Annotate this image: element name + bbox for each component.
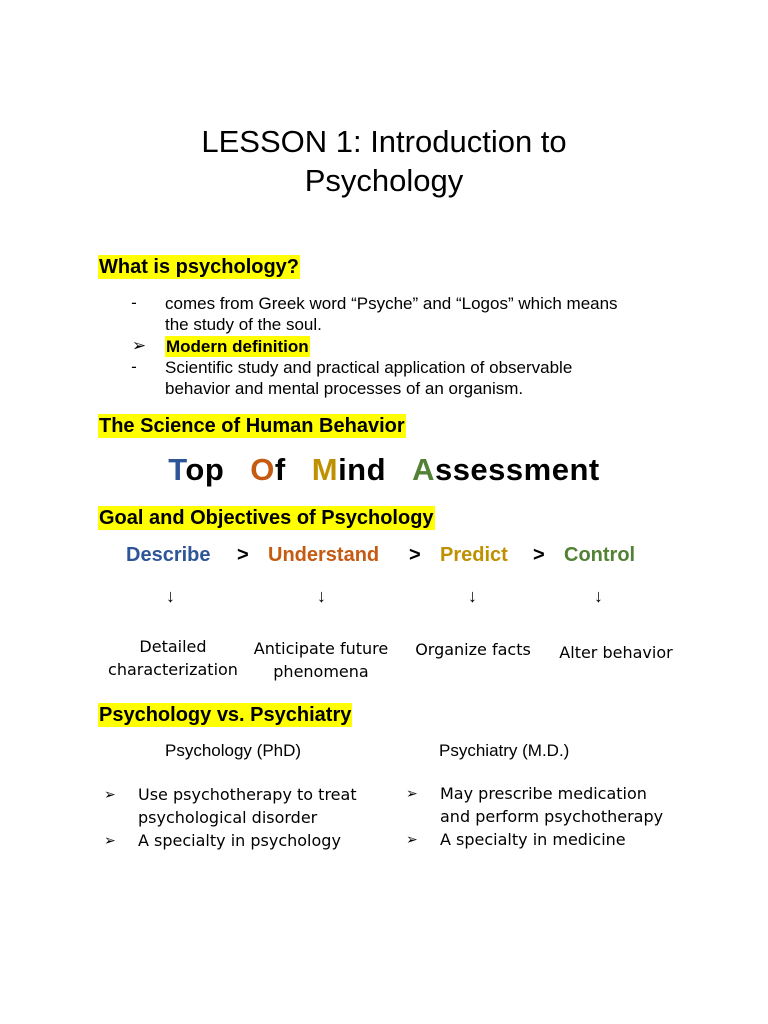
- arrowhead-bullet-icon: ➢: [104, 832, 116, 848]
- heading-what-is-psychology: What is psychology?: [99, 256, 300, 278]
- tom-word-mind: [312, 452, 386, 487]
- goal-desc-control: [548, 641, 684, 664]
- modern-definition-label: Modern definition: [166, 337, 309, 356]
- goal-desc-describe: [98, 635, 248, 681]
- psychology-column-title: Psychology (PhD): [165, 741, 302, 760]
- list-item-origin: [165, 293, 618, 335]
- goal-desc-predict: [403, 638, 543, 661]
- arrowhead-bullet-icon: ➢: [406, 785, 418, 801]
- desc-line: Alter behavior: [559, 643, 673, 662]
- psychiatry-bullet: [440, 782, 663, 828]
- goal-separator: >: [533, 544, 545, 566]
- tom-initial: A: [412, 452, 435, 487]
- bullet-line: psychological disorder: [138, 808, 318, 827]
- down-arrow-icon: ↓: [594, 586, 603, 606]
- bullet-line: May prescribe medication: [440, 784, 647, 803]
- tom-word-top: [168, 452, 224, 487]
- arrowhead-bullet-icon: ➢: [406, 831, 418, 847]
- desc-line: Anticipate future: [253, 639, 389, 658]
- list-item-line: comes from Greek word “Psyche” and “Logos” which means: [165, 294, 618, 313]
- bullet-line: and perform psychotherapy: [440, 807, 664, 826]
- page-title: [0, 122, 768, 200]
- tom-initial: O: [250, 452, 275, 487]
- goal-separator: >: [409, 544, 421, 566]
- top-of-mind-assessment: [0, 452, 768, 488]
- tom-word-of: [250, 452, 285, 487]
- title-line-1: LESSON 1: Introduction to: [201, 124, 567, 159]
- tom-word-assessment: [412, 452, 600, 487]
- goal-describe: Describe: [126, 544, 211, 566]
- tom-rest: f: [274, 452, 286, 487]
- bullet-line: A specialty in medicine: [440, 830, 626, 849]
- list-marker-dash: -: [131, 293, 137, 312]
- psychiatry-bullet: [440, 828, 626, 851]
- bullet-line: Use psychotherapy to treat: [138, 785, 357, 804]
- list-item-line: the study of the soul.: [165, 315, 322, 334]
- down-arrow-icon: ↓: [166, 586, 175, 606]
- title-line-2: Psychology: [304, 163, 464, 198]
- goal-predict: Predict: [440, 544, 508, 566]
- psychology-bullet: [138, 783, 357, 829]
- arrowhead-bullet-icon: ➢: [104, 786, 116, 802]
- bullet-line: A specialty in psychology: [138, 831, 341, 850]
- goal-desc-understand: [246, 637, 396, 683]
- psychiatry-column-title: Psychiatry (M.D.): [439, 741, 570, 760]
- list-marker-dash: -: [131, 357, 137, 376]
- tom-rest: ssessment: [434, 452, 600, 487]
- down-arrow-icon: ↓: [317, 586, 326, 606]
- list-item-definition: [165, 357, 572, 399]
- list-item-line: behavior and mental processes of an organism.: [165, 379, 524, 398]
- tom-initial: T: [168, 452, 186, 487]
- desc-line: Organize facts: [415, 640, 531, 659]
- heading-goal-and-objectives: Goal and Objectives of Psychology: [99, 507, 434, 529]
- goal-understand: Understand: [268, 544, 380, 566]
- arrowhead-bullet-icon: ➢: [131, 336, 147, 355]
- tom-initial: M: [311, 452, 339, 487]
- psychology-bullet: [138, 829, 341, 852]
- desc-line: Detailed: [139, 637, 207, 656]
- heading-science-of-human-behavior: The Science of Human Behavior: [99, 415, 405, 437]
- desc-line: phenomena: [273, 662, 369, 681]
- tom-rest: ind: [338, 452, 387, 487]
- goal-control: Control: [564, 544, 636, 566]
- desc-line: characterization: [108, 660, 238, 679]
- goal-separator: >: [237, 544, 249, 566]
- heading-psychology-vs-psychiatry: Psychology vs. Psychiatry: [99, 704, 352, 726]
- tom-rest: op: [185, 452, 225, 487]
- list-item-line: Scientific study and practical application of observable: [165, 358, 573, 377]
- down-arrow-icon: ↓: [468, 586, 477, 606]
